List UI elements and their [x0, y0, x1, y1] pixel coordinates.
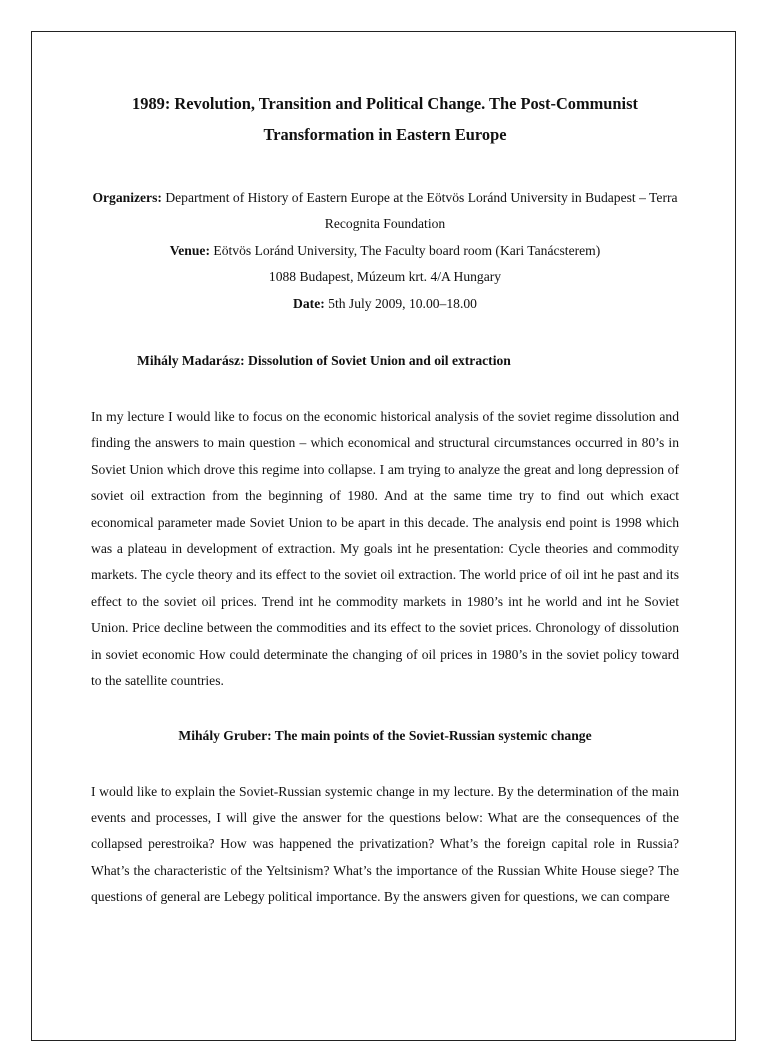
section-body-madarasz: In my lecture I would like to focus on the economic historical analysis of the soviet regime dissolution and finding the answers to main question – which economical and structural circumstances occurred in 80’s in Soviet Union which drove this regime into collapse. I am trying to analyze the great and long depression of soviet oil extraction from the beginning of 1980. And at the same time try to find out which exact economical parameter made Soviet Union to be apart in this decade. The analysis end point is 1998 which was a plateau in development of extraction. My goals int he presentation: Cycle theories and commodity markets. The cycle theory and its effect to the soviet oil extraction. The world price of oil int he past and its effect to the soviet oil prices. Trend int he commodity markets in 1980’s int he world and int he Soviet Union. Price decline between the commodities and its effect to the soviet prices. Chronology of dissolution in soviet economic How could determinate the changing of oil prices in 1980’s in the soviet policy toward to the satellite countries. — [91, 409, 679, 689]
document-title — [91, 88, 679, 150]
venue-label: Venue: — [169, 242, 210, 258]
title-line-2: Transformation in Eastern Europe — [263, 125, 507, 144]
title-line-1: 1989: Revolution, Transition and Political Change. The Post-Communist — [132, 94, 638, 113]
date-label: Date: — [293, 295, 325, 311]
section-heading-madarasz: Mihály Madarász: Dissolution of Soviet Union and oil extraction — [137, 353, 511, 369]
organizers-text: Department of History of Eastern Europe at the Eötvös Loránd University in Budapest – Terra Recognita Foundation — [165, 190, 678, 232]
section-heading-gruber: Mihály Gruber: The main points of the Soviet-Russian systemic change — [178, 727, 592, 743]
venue-line — [91, 238, 679, 264]
section-body-gruber: I would like to explain the Soviet-Russian systemic change in my lecture. By the determination of the main events and processes, I will give the answer for the questions below: What are the consequences of the collapsed perestroika? How was happened the privatization? What’s the foreign capital role in Russia? What’s the characteristic of the Yeltsinism? What’s the importance of the Russian White House siege? The questions of general are Lebegy political importance. By the answers given for questions, we can compare — [91, 783, 679, 905]
organizers-label: Organizers: — [92, 190, 162, 205]
document-content — [91, 88, 679, 911]
venue-text: Eötvös Loránd University, The Faculty board room (Kari Tanácsterem) — [213, 242, 601, 258]
event-details — [91, 185, 679, 317]
date-line — [91, 291, 679, 317]
address-line: 1088 Budapest, Múzeum krt. 4/A Hungary — [268, 269, 502, 285]
date-text: 5th July 2009, 10.00–18.00 — [328, 295, 477, 311]
organizers-line — [91, 185, 679, 238]
